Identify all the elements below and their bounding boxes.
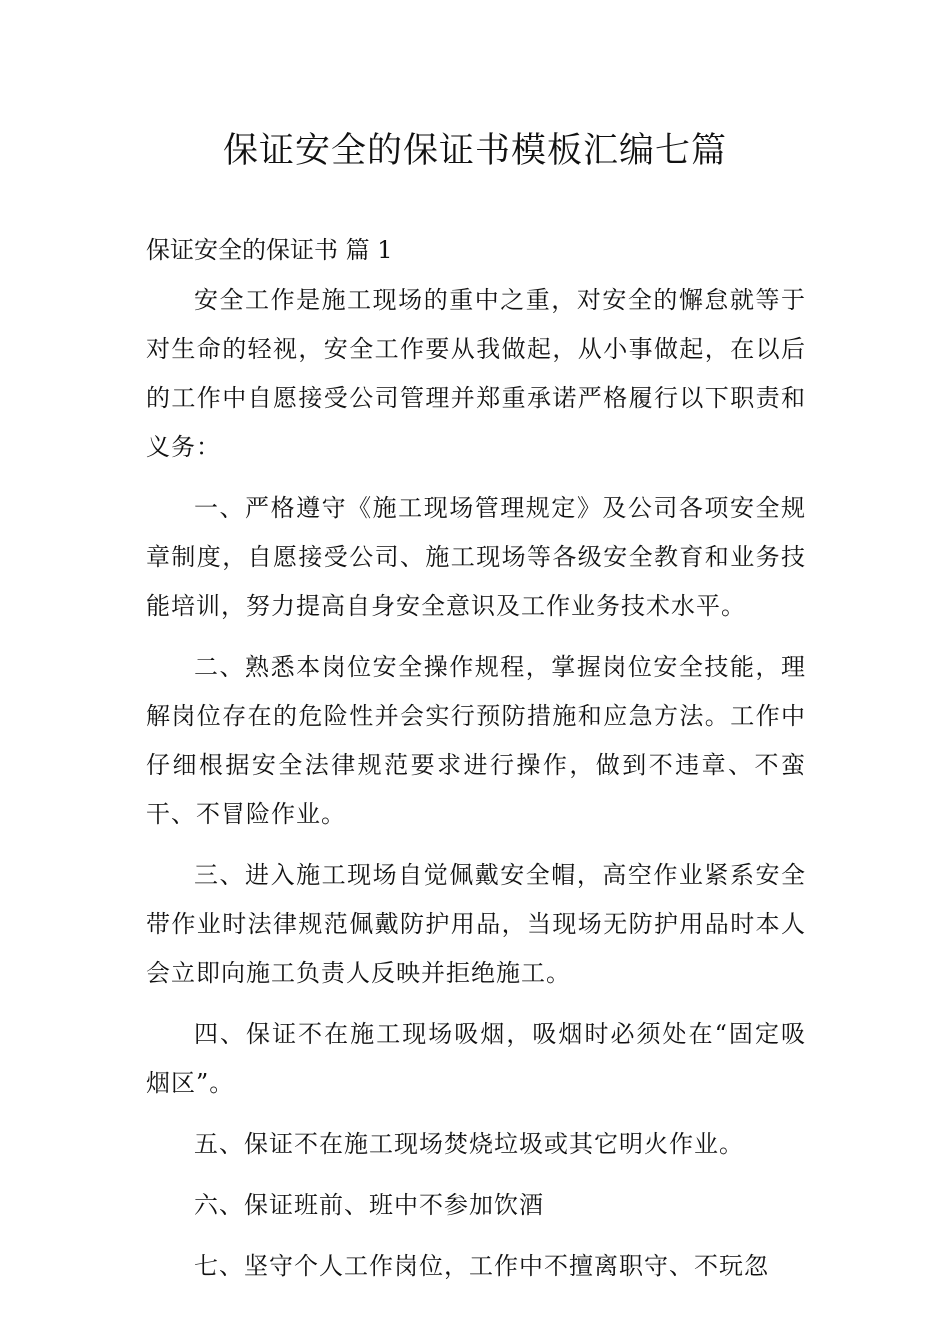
section-heading: 保证安全的保证书 篇 1 xyxy=(146,236,393,264)
paragraph-item-7: 七、坚守个人工作岗位，工作中不擅离职守、不玩忽 xyxy=(194,1252,769,1280)
paragraph-intro: 安全工作是施工现场的重中之重，对安全的懈怠就等于对生命的轻视，安全工作要从我做起，从小事做起，在以后的工作中自愿接受公司管理并郑重承诺严格履行以下职责和义务： xyxy=(146,286,806,461)
paragraph-item-3: 三、进入施工现场自觉佩戴安全帽，高空作业紧系安全带作业时法律规范佩戴防护用品，当现场无防护用品时本人会立即向施工负责人反映并拒绝施工。 xyxy=(146,861,806,987)
paragraph-item-6: 六、保证班前、班中不参加饮酒 xyxy=(194,1191,544,1219)
document-body xyxy=(146,276,806,1303)
paragraph-item-5: 五、保证不在施工现场焚烧垃圾或其它明火作业。 xyxy=(194,1130,744,1158)
paragraph-item-2: 二、熟悉本岗位安全操作规程，掌握岗位安全技能，理解岗位存在的危险性并会实行预防措施和应急方法。工作中仔细根据安全法律规范要求进行操作，做到不违章、不蛮干、不冒险作业。 xyxy=(146,653,806,828)
paragraph-item-1: 一、严格遵守《施工现场管理规定》及公司各项安全规章制度，自愿接受公司、施工现场等各级安全教育和业务技能培训，努力提高自身安全意识及工作业务技术水平。 xyxy=(146,494,806,620)
paragraph-item-4: 四、保证不在施工现场吸烟，吸烟时必须处在“固定吸烟区”。 xyxy=(146,1020,806,1097)
document-title: 保证安全的保证书模板汇编七篇 xyxy=(222,131,727,171)
